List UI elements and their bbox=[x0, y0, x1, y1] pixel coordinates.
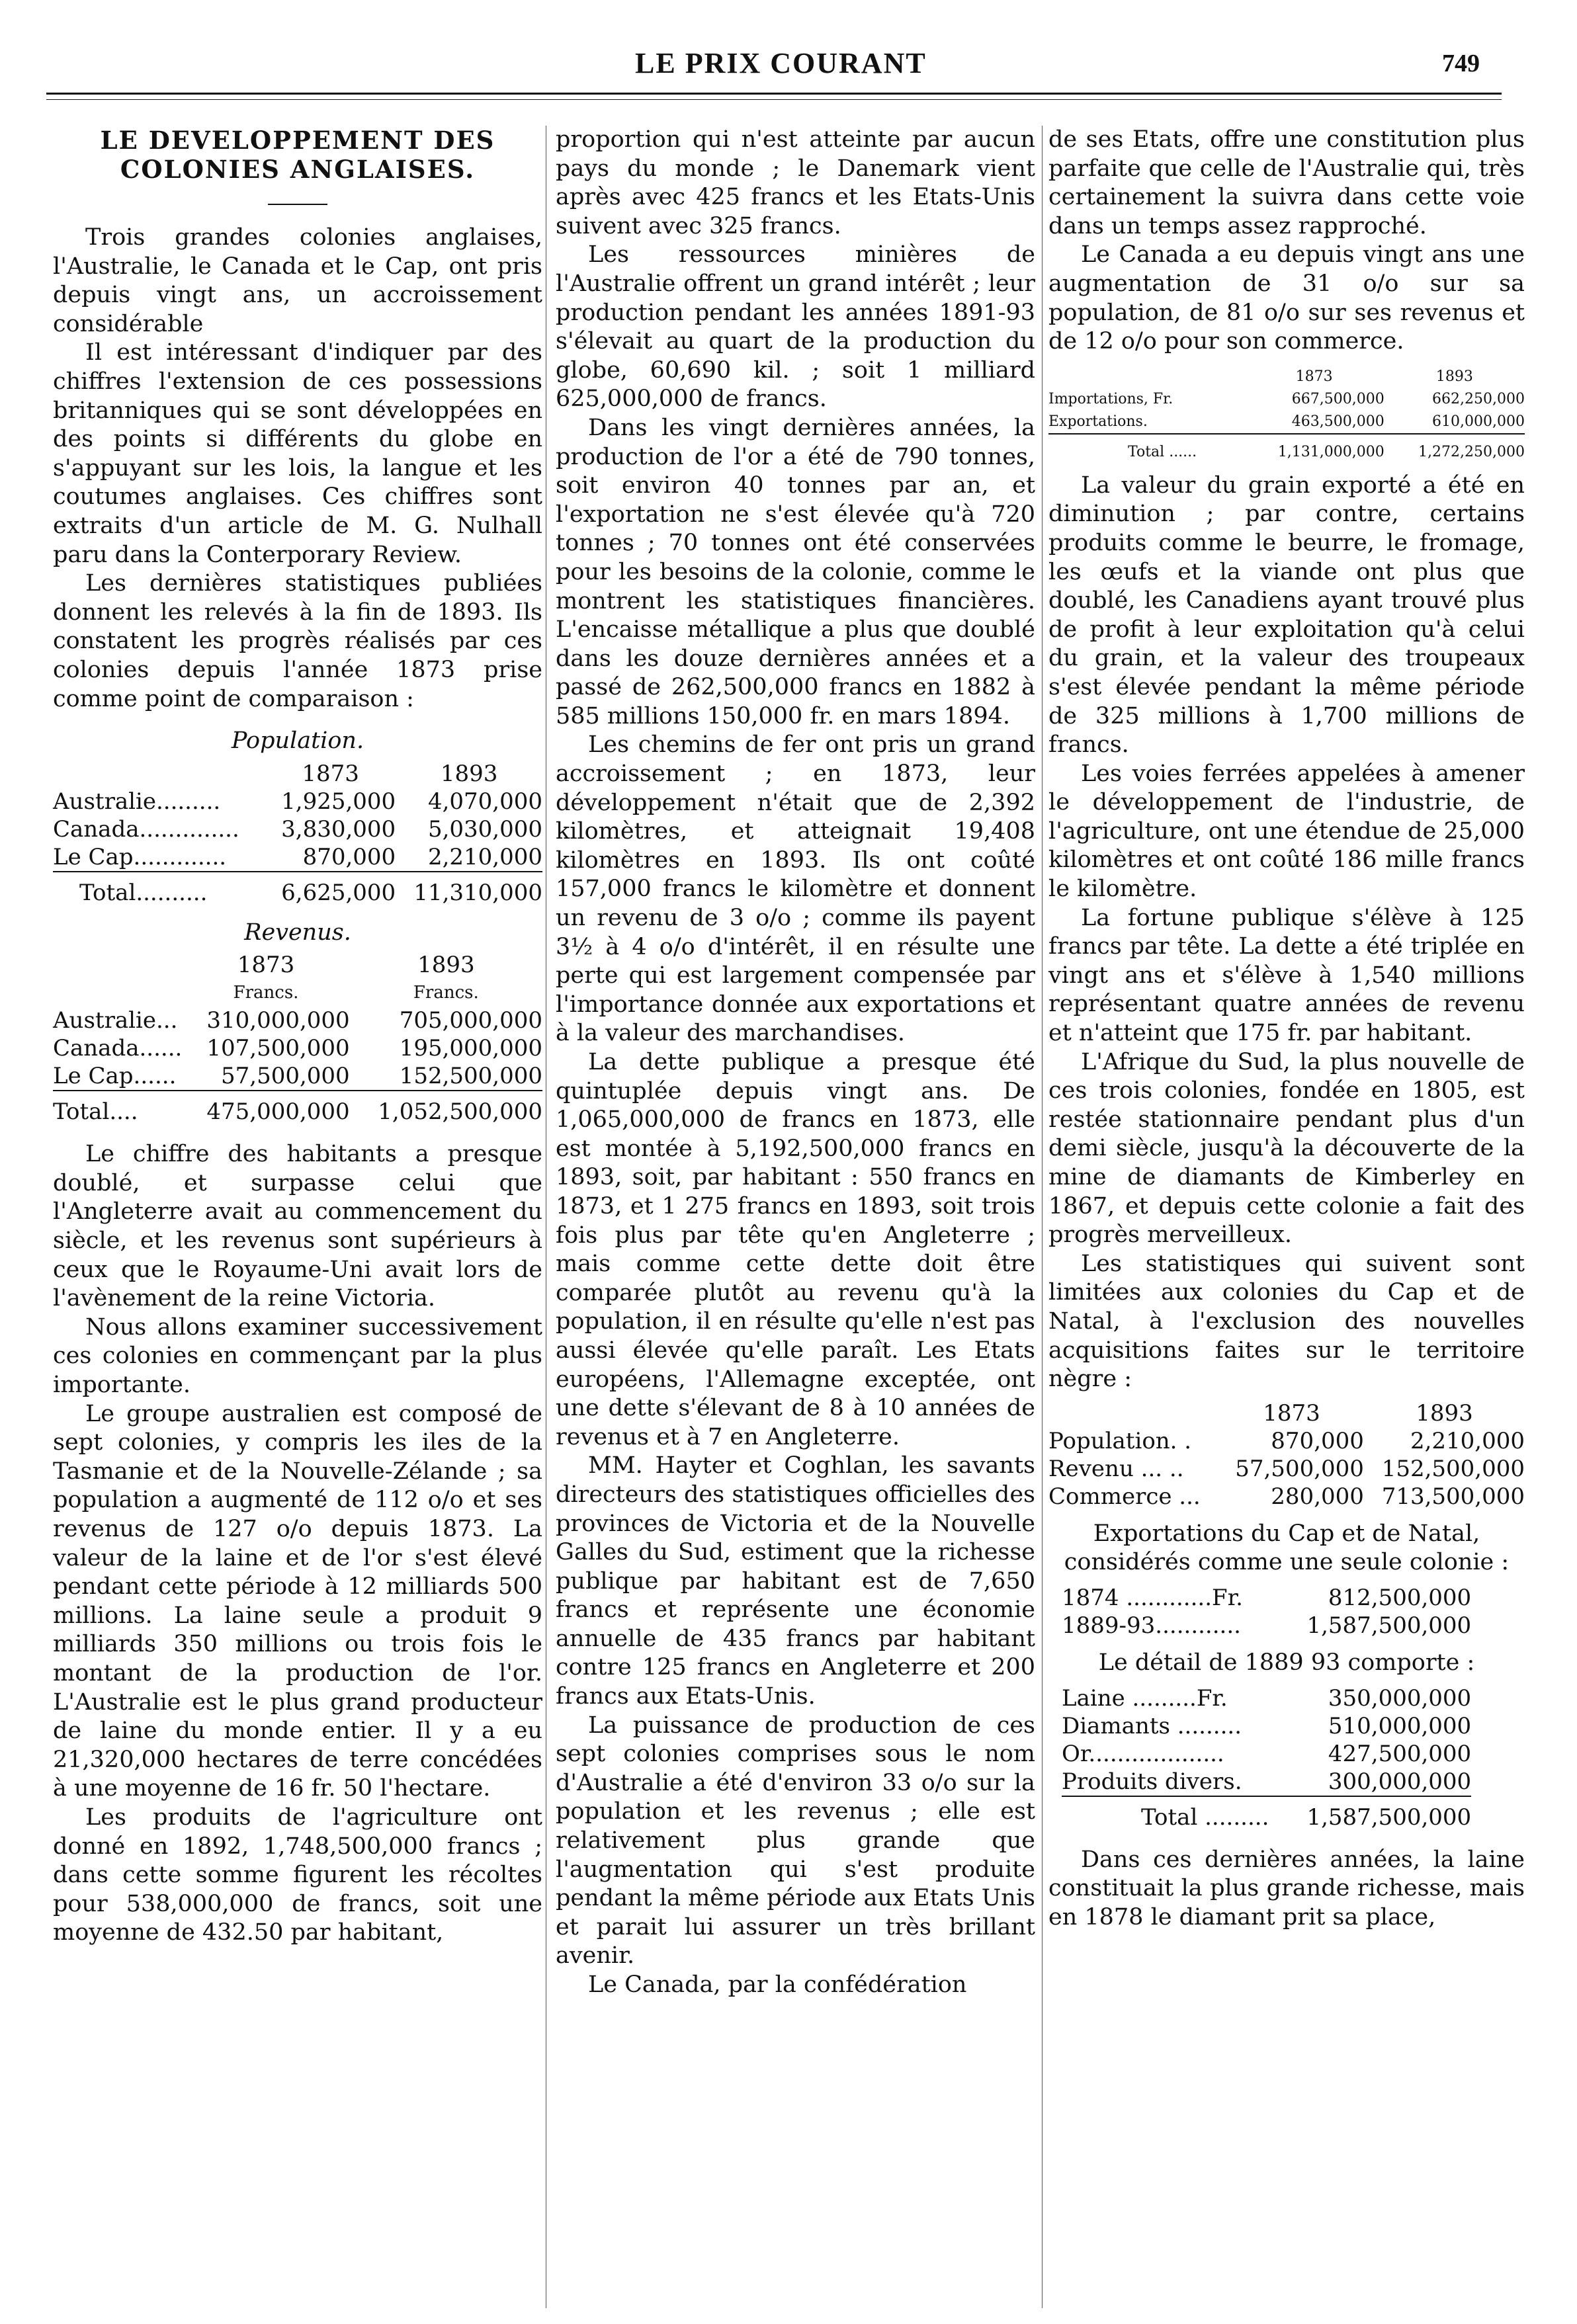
paragraph: La puissance de production de ces sept colonies comprises sous le nom d'Australie a été d'environ 33 o/o sur la population et les revenus ; elle est relativement plus grande que l'augmentation qui s'est produite pendant la même période aux Etats Unis et parait lui assurer un très brillant avenir. bbox=[556, 1712, 1035, 1970]
table-row: Le Cap............. 870,000 2,210,000 bbox=[53, 843, 542, 870]
header-rule-thin bbox=[46, 99, 1502, 100]
export-table bbox=[1062, 1584, 1471, 1639]
table-total-row: Total.......... 6,625,000 11,310,000 bbox=[53, 872, 542, 907]
paragraph: Les ressources minières de l'Australie offrent un grand intérêt ; leur production pendant les années 1891-93 s'élevait au quart de la production du globe, 60,690 kil. ; soit 1 milliard 625,000,000 de francs. bbox=[556, 241, 1035, 413]
paragraph: L'Afrique du Sud, la plus nouvelle de ces trois colonies, fondée en 1805, est restée stationnaire pendant plus d'un demi siècle, jusqu'à la découverte de la mine de diamants de Kimberley en 1867, et depuis cette colonie a fait des progrès merveilleux. bbox=[1048, 1048, 1525, 1249]
paragraph: La valeur du grain exporté a été en diminution ; par contre, certains produits comme le beurre, le fromage, les œufs et la viande ont plus que doublé, les Canadiens ayant trouvé plus de profit à leur exploitation qu'à celui du grain, et la valeur des troupeaux s'est élevée pendant la même période de 325 millions à 1,700 millions de francs. bbox=[1048, 472, 1525, 759]
paragraph: Il est intéressant d'indiquer par des chiffres l'extension de ces possessions britanniques qui se sont développées en des points si différents du globe en s'appuyant sur les lois, la langue et les coutumes anglaises. Ces chiffres sont extraits d'un article de M. G. Nulhall paru dans la Conterporary Review. bbox=[53, 339, 542, 568]
population-table bbox=[53, 760, 542, 907]
title-rule bbox=[268, 204, 327, 205]
year-header: 1873 bbox=[302, 760, 359, 787]
paragraph: proportion qui n'est atteinte par aucun pays du monde ; le Danemark vient après avec 425 francs et les Etats-Unis suivent avec 325 francs. bbox=[556, 126, 1035, 239]
paragraph: Nous allons examiner successivement ces colonies en commençant par la plus importante. bbox=[53, 1313, 542, 1399]
table-row: Australie......... 1,925,000 4,070,000 bbox=[53, 788, 542, 815]
paragraph: Dans les vingt dernières années, la production de l'or a été de 790 tonnes, soit environ 40 tonnes par an, et l'exportation ne s'est élevée qu'à 720 tonnes ; 70 tonnes ont été conservées pour les besoins de la colonie, comme le montrent les statistiques financières. L'encaisse métallique a plus que doublé dans les douze dernières années et a passé de 262,500,000 francs en 1882 à 585 millions 150,000 fr. en mars 1894. bbox=[556, 414, 1035, 729]
journal-title: LE PRIX COURANT bbox=[635, 47, 927, 79]
paragraph: MM. Hayter et Coghlan, les savants directeurs des statistiques officielles des provinces de Victoria et de la Nouvelle Galles du Sud, estiment que la richesse publique par habitant est de 7,650 francs et représente une économie annuelle de 435 francs par habitant contre 125 francs en Angleterre et 200 francs aux Etats-Unis. bbox=[556, 1452, 1035, 1710]
year-header: 1893 bbox=[440, 760, 498, 787]
table-row: Laine .........Fr. 350,000,000 bbox=[1062, 1684, 1472, 1712]
table-row: Canada...... 107,500,000 195,000,000 bbox=[53, 1035, 542, 1062]
table-total-row: Total ...... 1,131,000,000 1,272,250,000 bbox=[1048, 434, 1525, 464]
detail-caption: Le détail de 1889 93 comporte : bbox=[1098, 1649, 1475, 1676]
table-row: Commerce ... 280,000 713,500,000 bbox=[1048, 1483, 1525, 1510]
table-row: Population. . 870,000 2,210,000 bbox=[1048, 1427, 1525, 1454]
paragraph: Le chiffre des habitants a presque doublé, et surpasse celui que l'Angleterre avait au commencement du siècle, et les revenus sont supérieurs à ceux que le Royaume-Uni avait lors de l'avènement de la reine Victoria. bbox=[53, 1141, 542, 1312]
table-row: Exportations. 463,500,000 610,000,000 bbox=[1048, 413, 1525, 430]
paragraph: Trois grandes colonies anglaises, l'Australie, le Canada et le Cap, ont pris depuis vingt ans, un accroissement considérable bbox=[53, 224, 542, 337]
page-header bbox=[0, 46, 1577, 99]
paragraph: Le groupe australien est composé de sept colonies, y compris les iles de la Tasmanie et de la Nouvelle-Zélande ; sa population a augmenté de 112 o/o et ses revenus de 127 o/o depuis 1873. La valeur de la laine et de l'or s'est élevé pendant cette période à 12 milliards 500 millions. La laine seule a produit 9 milliards 350 millions ou trois fois le montant de la production de l'or. L'Australie est le plus grand producteur de laine du monde entier. Il y a eu 21,320,000 hectares de terre concédées à une moyenne de 16 fr. 50 l'hectare. bbox=[53, 1400, 542, 1802]
detail-table bbox=[1062, 1684, 1471, 1831]
export-caption: Exportations du Cap et de Natal, considérés comme une seule colonie : bbox=[1064, 1520, 1510, 1576]
page-number: 749 bbox=[1442, 50, 1480, 77]
column-divider bbox=[1042, 126, 1043, 2308]
column-3 bbox=[1048, 126, 1525, 1932]
canada-table: 1873 1893 Importations, Fr. 667,500,000 662,250,000 Exportations. 463,500,000 610,000,000 Total ...... 1,131,000,000 1,272,250,000 bbox=[1048, 366, 1525, 464]
table-row: 1874 ............Fr. 812,500,000 bbox=[1062, 1584, 1472, 1611]
header-rule bbox=[46, 93, 1502, 95]
table-row: Canada.............. 3,830,000 5,030,000 bbox=[53, 815, 542, 843]
table-row: Importations, Fr. 667,500,000 662,250,000 bbox=[1048, 390, 1525, 407]
paragraph: La fortune publique s'élève à 125 francs par tête. La dette a été triplée en vingt ans et s'élève à 1,540 millions représentant quatre années de revenu et n'atteint que 175 fr. par habitant. bbox=[1048, 904, 1525, 1047]
table-row: Australie... 310,000,000 705,000,000 bbox=[53, 1007, 542, 1034]
paragraph: Dans ces dernières années, la laine constituait la plus grande richesse, mais en 1878 le diamant prit sa place, bbox=[1048, 1846, 1525, 1930]
column-2 bbox=[556, 126, 1035, 2000]
paragraph: Les produits de l'agriculture ont donné en 1892, 1,748,500,000 francs ; dans cette somme figurent les récoltes pour 538,000,000 de francs, soit une moyenne de 432.50 par habitant, bbox=[53, 1804, 542, 1946]
revenus-table: 1873 1893 Francs. Francs. Australie... 310,000,000 705,000,000 Canada...... 107,500,000 195,000,000 Le Cap...... 57,500,000 152,500,000 Total.... 475,000,000 1,052,500,000 bbox=[53, 952, 542, 1126]
table-row: Revenu ... .. 57,500,000 152,500,000 bbox=[1048, 1455, 1525, 1482]
table-row: Produits divers. 300,000,000 bbox=[1062, 1768, 1472, 1795]
paragraph: de ses Etats, offre une constitution plus parfaite que celle de l'Australie qui, très certainement la suivra dans cette voie dans un temps assez rapproché. bbox=[1048, 126, 1525, 239]
revenus-caption: Revenus. bbox=[244, 919, 351, 946]
table-total-row: Total ......... 1,587,500,000 bbox=[1062, 1796, 1471, 1831]
article-title: LE DEVELOPPEMENT DES COLONIES ANGLAISES. bbox=[100, 126, 495, 184]
paragraph: Le Canada, par la confédération bbox=[588, 1971, 967, 1998]
population-caption: Population. bbox=[231, 727, 364, 755]
paragraph: Le Canada a eu depuis vingt ans une augmentation de 31 o/o sur sa population, de 81 o/o sur ses revenus et de 12 o/o pour son commerce. bbox=[1048, 241, 1525, 355]
table-row: Le Cap...... 57,500,000 152,500,000 bbox=[53, 1063, 542, 1090]
paragraph: Les dernières statistiques publiées donnent les relevés à la fin de 1893. Ils constatent les progrès réalisés par ces colonies depuis l'année 1873 prise comme point de comparaison : bbox=[53, 570, 542, 712]
paragraph: Les statistiques qui suivent sont limitées aux colonies du Cap et de Natal, à l'exclusion des nouvelles acquisitions faites sur le territoire nègre : bbox=[1048, 1250, 1525, 1393]
paragraph: La dette publique a presque été quintuplée depuis vingt ans. De 1,065,000,000 de francs en 1873, elle est montée à 5,192,500,000 francs en 1893, soit, par habitant : 550 francs en 1873, et 1 275 francs en 1893, soit trois fois plus par tête qu'en Angleterre ; mais comme cette dette doit être comparée plutôt au revenu qu'à la population, il en résulte qu'elle n'est pas aussi élevée qu'elle paraît. Les Etats européens, l'Allemagne exceptée, ont une dette s'élevant de 8 à 10 années de revenus et à 7 en Angleterre. bbox=[556, 1049, 1035, 1450]
table-total-row: Total.... 475,000,000 1,052,500,000 bbox=[53, 1091, 542, 1126]
paragraph: Les chemins de fer ont pris un grand accroissement ; en 1873, leur développement n'était que de 2,392 kilomètres, et atteignait 19,408 kilomètres en 1893. Ils ont coûté 157,000 francs le kilomètre et donnent un revenu de 3 o/o ; comme ils payent 3½ à 4 o/o d'intérêt, il en résulte une perte qui est largement compensée par l'importance donnée aux exportations et à la valeur des marchandises. bbox=[556, 731, 1035, 1047]
table-row: Or................... 427,500,000 bbox=[1062, 1740, 1472, 1767]
column-1 bbox=[53, 126, 542, 1948]
table-row: 1889-93............ 1,587,500,000 bbox=[1062, 1612, 1472, 1639]
cap-table: 1873 1893 Population. . 870,000 2,210,000 Revenu ... .. 57,500,000 152,500,000 Commerce ... 280,000 713,500,000 bbox=[1048, 1399, 1525, 1510]
paragraph: Les voies ferrées appelées à amener le développement de l'industrie, de l'agriculture, ont une étendue de 25,000 kilomètres et ont coûté 186 mille francs le kilomètre. bbox=[1048, 760, 1525, 903]
table-row: Diamants ......... 510,000,000 bbox=[1062, 1712, 1472, 1739]
